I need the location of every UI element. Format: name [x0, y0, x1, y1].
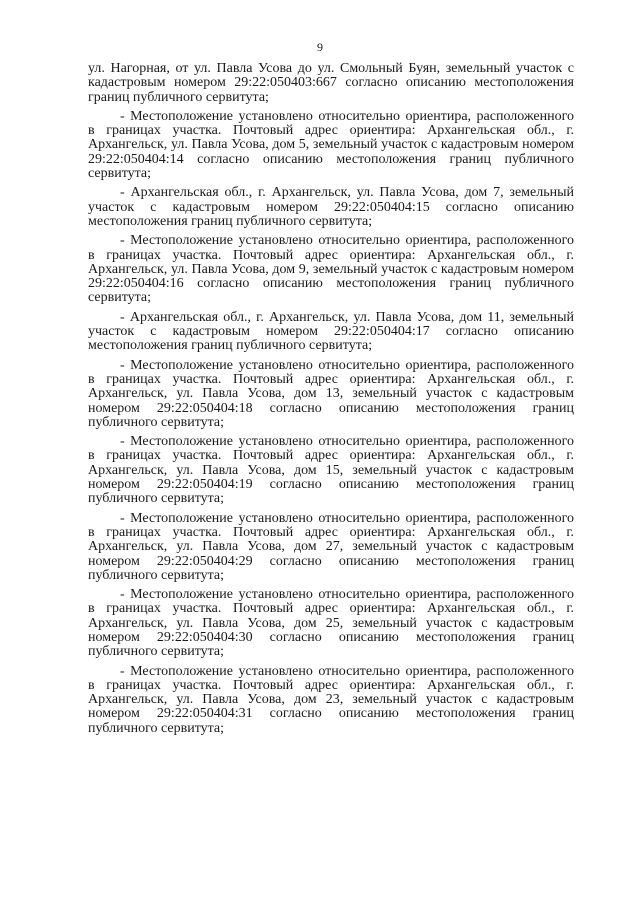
paragraph-item: - Местоположение установлено относительно ориентира, расположенного в границах участка. Почтовый адрес ориентира: Архангельская обл., г. Архангельск, ул. Павла Усова, дом 25, земельный участок с кадастровым номером 29:22:050404:30 согласно описанию местоположения границ публичного сервитута; [88, 587, 574, 660]
document-body [88, 62, 574, 741]
paragraph-item: - Местоположение установлено относительно ориентира, расположенного в границах участка. Почтовый адрес ориентира: Архангельская обл., г. Архангельск, ул. Павла Усова, дом 15, земельный участок с кадастровым номером 29:22:050404:19 согласно описанию местоположения границ публичного сервитута; [88, 434, 574, 507]
paragraph-item: - Местоположение установлено относительно ориентира, расположенного в границах участка. Почтовый адрес ориентира: Архангельская обл., г. Архангельск, ул. Павла Усова, дом 13, земельный участок с кадастровым номером 29:22:050404:18 согласно описанию местоположения границ публичного сервитута; [88, 357, 574, 430]
paragraph-item: - Местоположение установлено относительно ориентира, расположенного в границах участка. Почтовый адрес ориентира: Архангельская обл., г. Архангельск, ул. Павла Усова, дом 5, земельный участок с кадастровым номером 29:22:050404:14 согласно описанию местоположения границ публичного сервитута; [88, 108, 574, 182]
paragraph-item: - Местоположение установлено относительно ориентира, расположенного в границах участка. Почтовый адрес ориентира: Архангельская обл., г. Архангельск, ул. Павла Усова, дом 9, земельный участок с кадастровым номером 29:22:050404:16 согласно описанию местоположения границ публичного сервитута; [88, 233, 574, 306]
paragraph-item: - Архангельская обл., г. Архангельск, ул. Павла Усова, дом 7, земельный участок с кадастровым номером 29:22:050404:15 согласно описанию местоположения границ публичного сервитута; [88, 185, 574, 229]
page-number: 9 [317, 40, 323, 54]
paragraph-item: - Местоположение установлено относительно ориентира, расположенного в границах участка. Почтовый адрес ориентира: Архангельская обл., г. Архангельск, ул. Павла Усова, дом 23, земельный участок с кадастровым номером 29:22:050404:31 согласно описанию местоположения границ публичного сервитута; [88, 663, 574, 736]
paragraph-item: - Местоположение установлено относительно ориентира, расположенного в границах участка. Почтовый адрес ориентира: Архангельская обл., г. Архангельск, ул. Павла Усова, дом 27, земельный участок с кадастровым номером 29:22:050404:29 согласно описанию местоположения границ публичного сервитута; [88, 510, 574, 583]
paragraph-item: - Архангельская обл., г. Архангельск, ул. Павла Усова, дом 11, земельный участок с кадастровым номером 29:22:050404:17 согласно описанию местоположения границ публичного сервитута; [88, 309, 574, 354]
paragraph-continuation: ул. Нагорная, от ул. Павла Усова до ул. Смольный Буян, земельный участок с кадастровым номером 29:22:050403:667 согласно описанию местоположения границ публичного сервитута; [88, 61, 574, 105]
